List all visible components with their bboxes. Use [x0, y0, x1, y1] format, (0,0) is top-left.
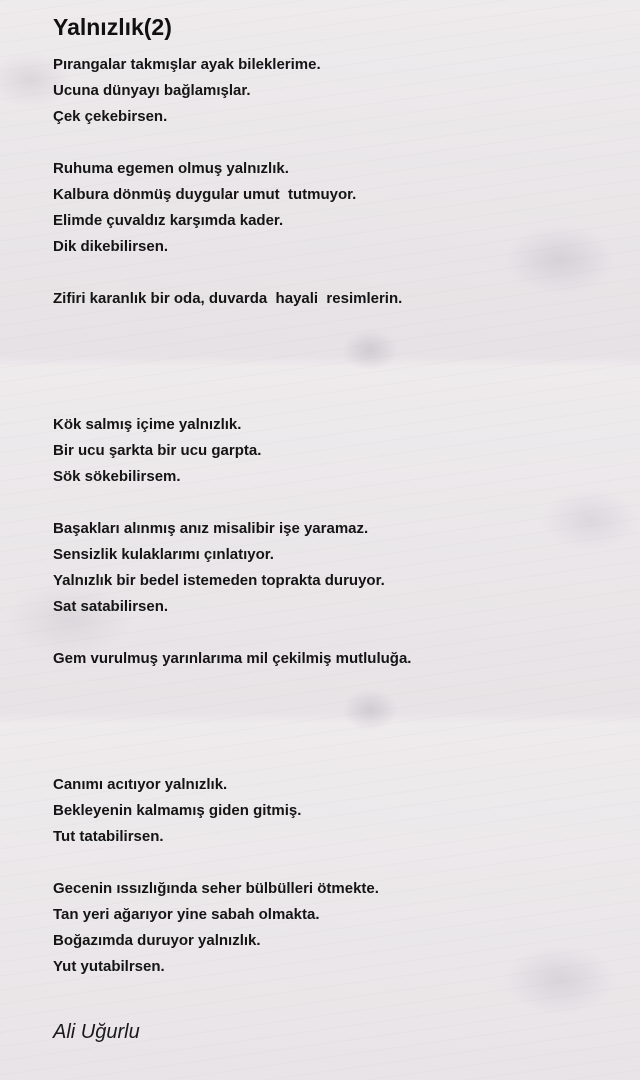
stanza-3 [53, 286, 613, 312]
stanza-gap [53, 130, 613, 156]
poem-line: Çek çekebirsen. [53, 108, 168, 125]
stanza-gap [53, 620, 613, 646]
poem-author: Ali Uğurlu [53, 1021, 140, 1043]
poem-line: Sat satabilirsen. [53, 598, 169, 615]
poem-title: Yalnızlık(2) [53, 14, 172, 40]
poem-line: Canımı acıtıyor yalnızlık. [53, 776, 228, 793]
poem-line: Gem vurulmuş yarınlarıma mil çekilmiş mutluluğa. [53, 650, 412, 667]
poem-line: Ucuna dünyayı bağlamışlar. [53, 82, 251, 99]
stanza-7 [53, 772, 613, 850]
poem-line: Sök sökebilirsem. [53, 468, 181, 485]
stanza-2 [53, 156, 613, 260]
poem-line: Zifiri karanlık bir oda, duvarda hayali resimlerin. [53, 290, 403, 307]
poem-line: Tan yeri ağarıyor yine sabah olmakta. [53, 906, 320, 923]
poem-line: Bir ucu şarkta bir ucu garpta. [53, 442, 262, 459]
poem-line: Kalbura dönmüş duygular umut tutmuyor. [53, 186, 357, 203]
section-gap [53, 672, 613, 772]
poem-line: Ruhuma egemen olmuş yalnızlık. [53, 160, 289, 177]
poem-line: Dik dikebilirsen. [53, 238, 169, 255]
poem-line: Elimde çuvaldız karşımda kader. [53, 212, 284, 229]
poem-body [53, 52, 613, 980]
stanza-gap [53, 490, 613, 516]
section-gap [53, 312, 613, 412]
poem-line: Pırangalar takmışlar ayak bileklerime. [53, 56, 321, 73]
poem-line: Bekleyenin kalmamış giden gitmiş. [53, 802, 302, 819]
poem-line: Tut tatabilirsen. [53, 828, 164, 845]
poem-line: Yalnızlık bir bedel istemeden toprakta duruyor. [53, 572, 385, 589]
stanza-gap [53, 850, 613, 876]
poem-line: Yut yutabilrsen. [53, 958, 165, 975]
poem-line: Sensizlik kulaklarımı çınlatıyor. [53, 546, 274, 563]
poem-line: Kök salmış içime yalnızlık. [53, 416, 242, 433]
stanza-8 [53, 876, 613, 980]
stanza-1 [53, 52, 613, 130]
poem-line: Gecenin ıssızlığında seher bülbülleri ötmekte. [53, 880, 379, 897]
poem-page [53, 10, 613, 980]
poem-line: Başakları alınmış anız misalibir işe yaramaz. [53, 520, 369, 537]
poem-line: Boğazımda duruyor yalnızlık. [53, 932, 261, 949]
stanza-4 [53, 412, 613, 490]
stanza-6 [53, 646, 613, 672]
stanza-5 [53, 516, 613, 620]
stanza-gap [53, 260, 613, 286]
